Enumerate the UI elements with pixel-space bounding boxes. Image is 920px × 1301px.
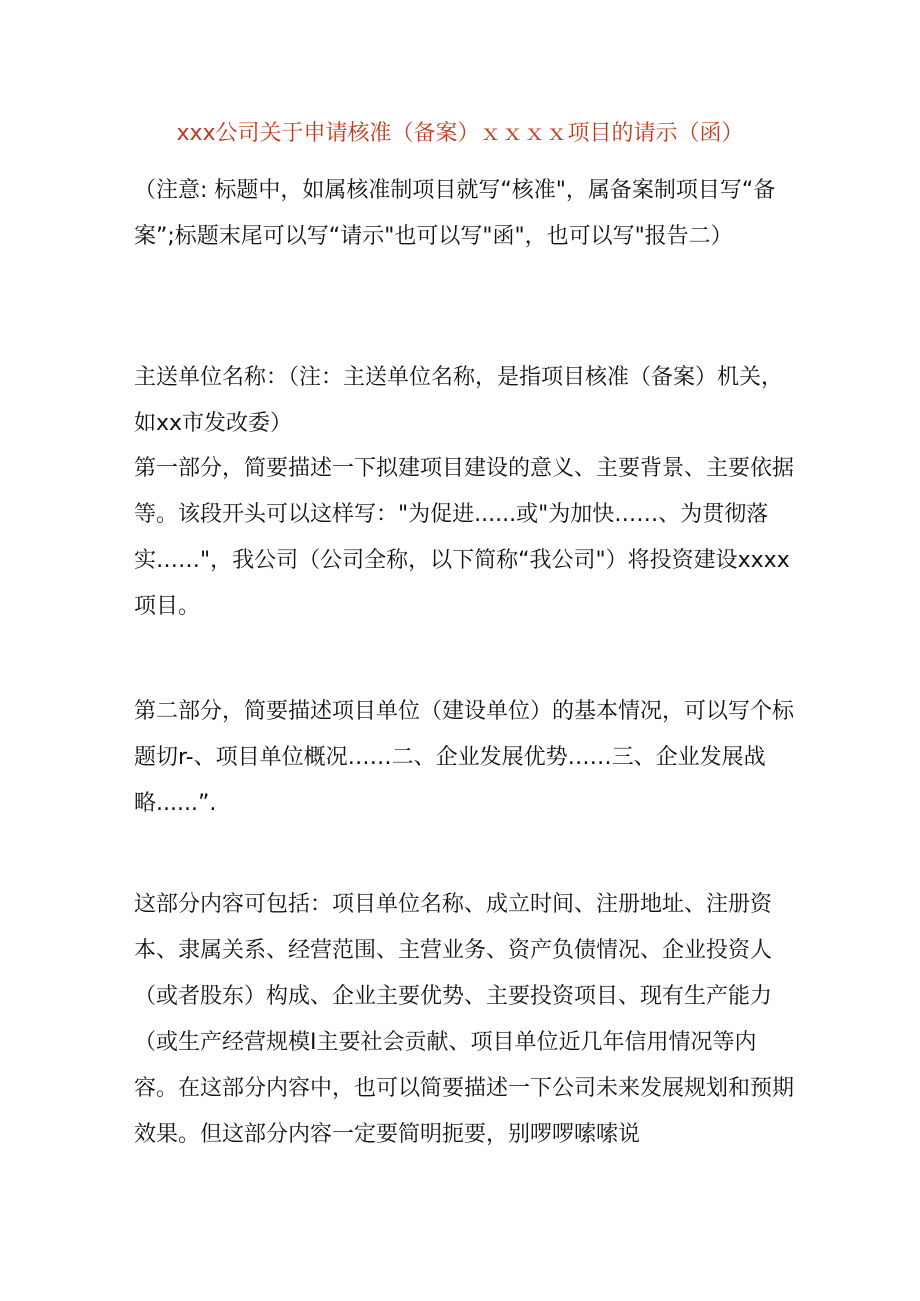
paragraph-content-scope: 这部分内容可包括：项目单位名称、成立时间、注册地址、注册资本、隶属关系、经营范围、主营业务、资产负债情况、企业投资人（或者股东）构成、企业主要优势、主要投资项目、现有生产能力（或生产经营规模I主要社会贡献、项目单位近几年信用情况等内容。在这部分内容中，也可以简要描述一下公司未来发展规划和预期效果。但这部分内容一定要简明扼要，别啰啰嗦嗦说 (134, 892, 795, 1147)
document-title: xxx公司关于申请核准（备案）ｘｘｘｘ项目的请示（函） (176, 121, 744, 146)
paragraph-part-one: 第一部分，简要描述一下拟建项目建设的意义、主要背景、主要依据等。该段开头可以这样写："为促进......或"为加快……、为贯彻落实……"，我公司（公司全称，以下简称“我公司"）将投资建设xxxx项目。 (134, 456, 795, 619)
paragraph-recipient: 主送单位名称：（注：主送单位名称，是指项目核准（备案）机关，如xx市发改委） (134, 365, 784, 436)
paragraph-part-two: 第二部分，简要描述项目单位（建设单位）的基本情况，可以写个标题切r-、项目单位概况……二、企业发展优势……三、企业发展战略......”. (134, 699, 795, 816)
title-note: （注意: 标题中，如属核准制项目就写“核准"，属备案制项目写“备案”;标题末尾可以写“请示"也可以写"函"，也可以写"报告二） (134, 178, 776, 249)
